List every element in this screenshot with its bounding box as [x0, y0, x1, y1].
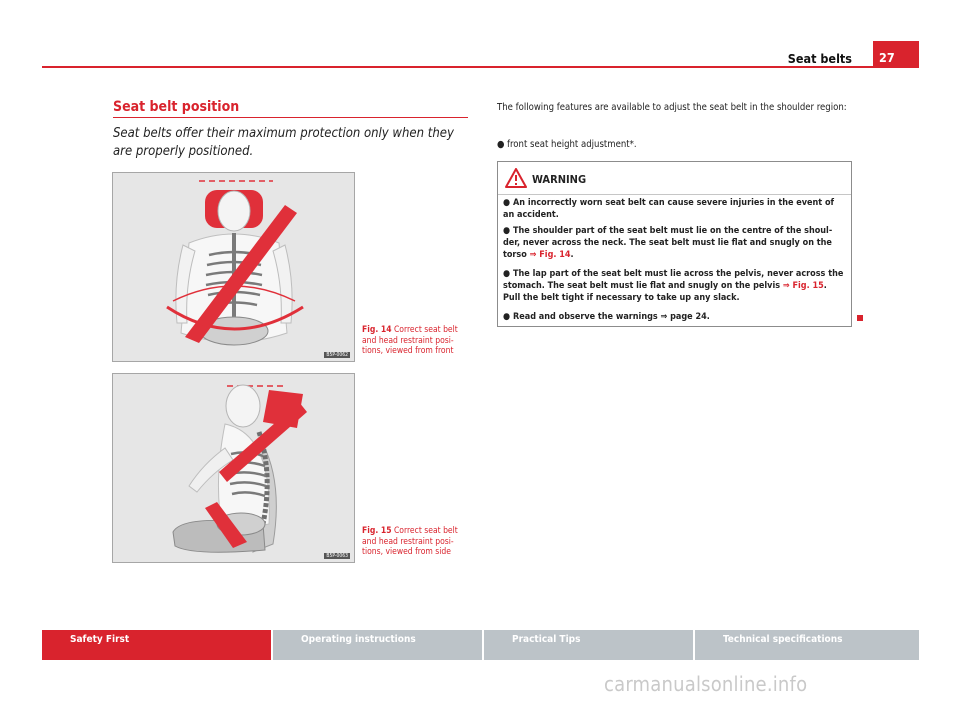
bullet-dot: ● — [503, 198, 511, 208]
page-number: 27 — [873, 41, 919, 68]
running-header-title: Seat belts — [787, 51, 852, 66]
figure-code-label: B5P-0062 — [326, 352, 348, 358]
warning-box — [497, 161, 852, 327]
figure-15-caption-text: Correct seat belt and head restraint posi-tions, viewed from side — [362, 526, 458, 557]
figure-15-link[interactable]: ⇒ Fig. 15 — [782, 281, 824, 291]
chapter-tabs — [42, 630, 919, 660]
warning-item-3-text-end: . Pull the belt tight if necessary to take up any slack. — [503, 281, 827, 303]
site-watermark: carmanualsonline.info — [604, 672, 808, 696]
seat-belt-side-illustration — [113, 374, 354, 562]
tab-operating-instructions[interactable]: Operating instructions — [273, 630, 482, 660]
warning-title: WARNING — [532, 173, 587, 186]
figure-15-label: Fig. 15 — [362, 526, 392, 536]
warning-item-2-text: The shoulder part of the seat belt must lie on the centre of the shoul-der, never across the neck. The seat belt must lie flat and snugly on the torso — [503, 226, 833, 260]
figure-14-link[interactable]: ⇒ Fig. 14 — [529, 250, 571, 260]
warning-item-4-text: Read and observe the warnings ⇒ page 24. — [513, 312, 710, 322]
warning-item-3-text: The lap part of the seat belt must lie across the pelvis, never across the stomach. The seat belt must lie flat and snugly on the pelvis — [503, 269, 844, 291]
figure-14-caption-text: Correct seat belt and head restraint posi-tions, viewed from front — [362, 325, 458, 356]
bullet-dot: ● — [503, 269, 511, 279]
section-title-rule — [113, 117, 468, 118]
figure-15-side-view — [112, 373, 355, 563]
header-rule — [42, 66, 919, 68]
section-end-marker — [857, 315, 863, 321]
figure-14-label: Fig. 14 — [362, 325, 392, 335]
bullet-dot: ● — [503, 312, 511, 322]
bullet-dot: ● — [497, 139, 505, 150]
tab-technical-specifications[interactable]: Technical specifications — [695, 630, 919, 660]
tab-safety-first[interactable]: Safety First — [42, 630, 271, 660]
warning-item-1-text: An incorrectly worn seat belt can cause severe injuries in the event of an accident. — [503, 198, 835, 220]
figure-15-caption — [362, 526, 466, 558]
warning-item-1 — [503, 197, 845, 221]
tab-practical-tips[interactable]: Practical Tips — [484, 630, 693, 660]
shoulder-adjust-paragraph: The following features are available to adjust the seat belt in the shoulder region: — [497, 102, 847, 113]
bullet-dot: ● — [503, 226, 511, 236]
seat-belt-front-illustration — [113, 173, 354, 361]
figure-14-caption — [362, 325, 466, 357]
feature-list-item — [497, 138, 852, 151]
warning-triangle-icon — [505, 168, 527, 188]
section-intro: Seat belts offer their maximum protection only when they are properly positioned. — [113, 126, 454, 159]
warning-item-3 — [503, 268, 845, 304]
section-title: Seat belt position — [113, 99, 240, 115]
warning-header — [498, 162, 851, 195]
warning-item-2: ● The shoulder part of the seat belt must lie on the centre of the shoul-der, never across the neck. The seat belt must lie flat and snugly on the torso ⇒ Fig. 14. — [503, 226, 833, 260]
feature-text: front seat height adjustment*. — [507, 139, 637, 150]
warning-item-4 — [503, 311, 845, 323]
figure-code-label: B5P-0063 — [326, 553, 348, 559]
figure-14-front-view — [112, 172, 355, 362]
